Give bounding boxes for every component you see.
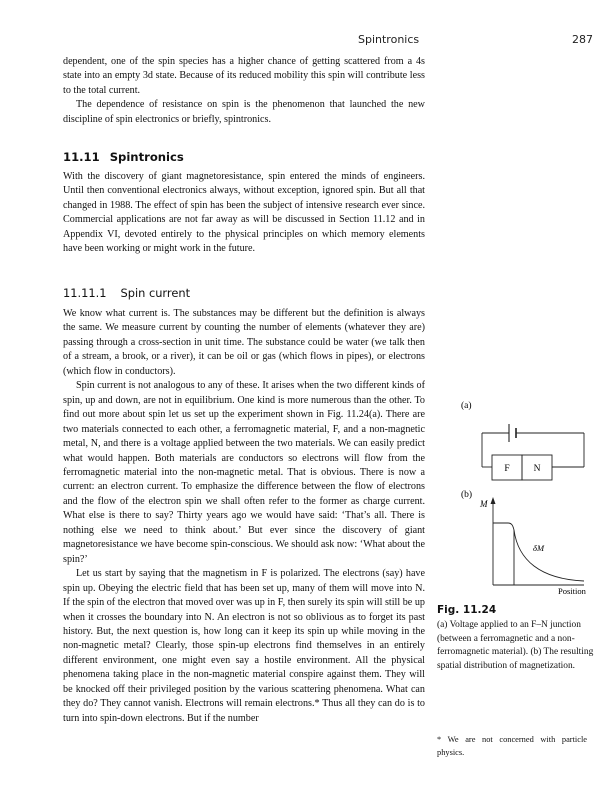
figure-caption-label: Fig. 11.24 [437,604,497,616]
section-paragraph-1: With the discovery of giant magnetoresistance, spin entered the minds of engineers. Until then conventional electronics always, without exception, ignored spin. But all that changed in 1988. The effect of spin has been the subject of intensive research ever since. Commercial applications are not far away as will be discussed in Section 11.12 and in Appendix VI, devoted entirely to the physical principles on which memory elements have been working or might work in the future. [63,171,425,255]
magnetization-curve-ferromagnet [493,523,514,585]
subsection-number: 11.11.1 [63,286,107,300]
nonmagnet-label: N [533,464,541,474]
delta-m-label: δM [533,543,545,553]
footnote: * We are not concerned with particle physics. [437,735,587,757]
figure-panel-a [461,400,584,480]
x-axis-label: Position [558,586,586,596]
panel-a-label: (a) [461,401,472,411]
ferromagnet-label: F [504,464,510,474]
subsection-title: Spin current [120,286,191,300]
y-axis-arrow [491,497,496,504]
section-number: 11.11 [63,150,100,164]
figure-panel-b [461,489,587,596]
intro-paragraph-2: The dependence of resistance on spin is the phenomenon that launched the new discipline of spin electronics or briefly, spintronics. [63,99,425,125]
intro-paragraph-1: dependent, one of the spin species has a higher chance of getting scattered from a 4s state into an empty 3d state. Because of its reduced mobility this spin will contribute less to the total current. [63,56,425,96]
magnetization-curve-nonmagnet [514,530,584,581]
running-header-title: Spintronics [358,33,420,46]
page-number: 287 [572,33,593,46]
figure-caption-text: (a) Voltage applied to an F–N junction (between a ferromagnetic and a non-ferromagnetic material). (b) The resulting spatial distribution of magnetization. [437,620,594,671]
subsection-paragraph-2: Spin current is not analogous to any of these. It arises when the two different kinds of spin, up and down, are not in equilibrium. One kind is more numerous than the other. To find out more about spin let us set up the experiment shown in Fig. 11.24(a). There are two materials connected to each other, a ferromagnetic material, F, and a non-magnetic metal, N, and there is a voltage applied between the two materials. We can easily predict what would happen. Both materials are conductors so electrons will flow from the ferromagnetic material into the non-magnetic metal. That is obvious. There is now a current: an electron current. To emphasize the difference between the flow of electrons and the flow of the electron spin we shall often refer to the former as charge current. What else is there to say? Thirty years ago we would have said: ‘That’s all. There is nothing else we need to think about.’ But ever since the discovery of giant magnetoresistance we have become spin-conscious. We should ask now: ‘What about the spin?’ [63,380,425,565]
subsection-paragraph-3: Let us start by saying that the magnetism in F is polarized. The electrons (say) have spin up. Obeying the electric field that has been set up, many of them will move into N. If the spin of the electron that moved over was up in F, then surely its spin will still be up when it crosses the boundary into N. An electron is not so oblivious as to forget its past history. But, the next question is, how long can it keep its spin up while moving in the non-magnetic metal? Clearly, those spin-up electrons find themselves in an entirely different environment, one might even say a hostile environment. All the physical phenomena taking place in the non-magnetic material conspire against them. They will be knocked off their privileged position by the various scattering phenomena. What can they do? They cannot vanish. Electrons will remain electrons.* Thus all they can do is to turn into spin-down electrons. But if the number [63,568,425,724]
section-title: Spintronics [109,150,184,164]
panel-b-label: (b) [461,490,473,500]
subsection-paragraph-1: We know what current is. The substances may be different but the definition is always the same. We measure current by counting the number of elements (whatever they are) passing through a cross-section in unit time. The substance could be water (we talk then of a stream, a brook, or a river), it can be oil or gas (which flows in pipes), or electrons (which flow in conductors). [63,308,425,377]
figure-caption [437,604,597,673]
y-axis-label: M [480,499,488,509]
